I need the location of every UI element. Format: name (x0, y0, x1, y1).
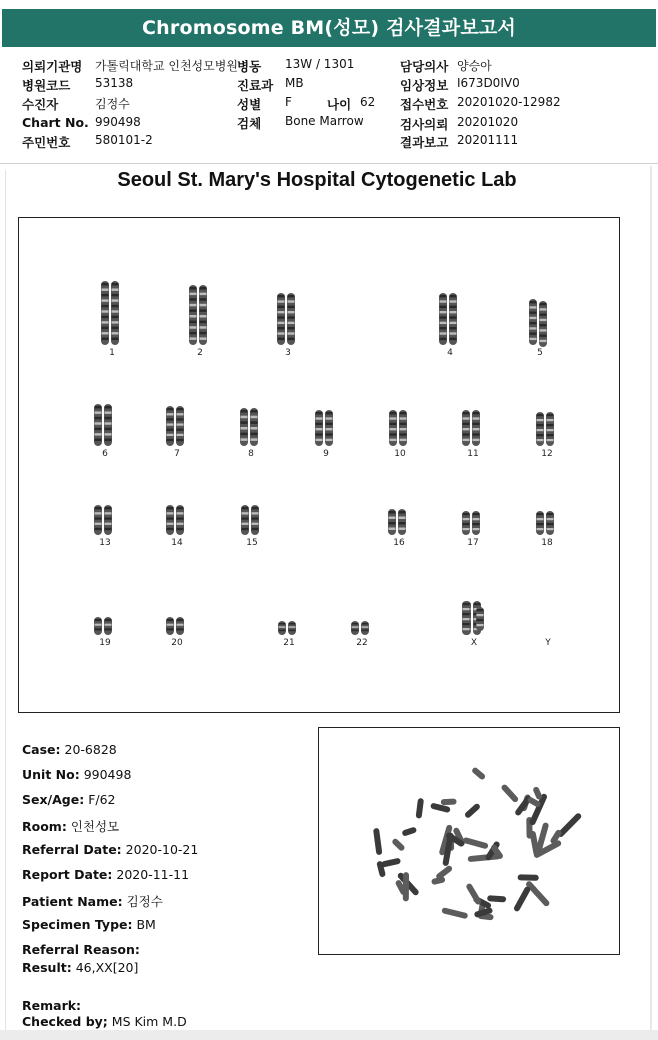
remark-label: Remark: (22, 998, 82, 1013)
case-info-line (22, 917, 156, 932)
chromosome-label: 14 (171, 538, 183, 548)
chromosome-label: 22 (356, 638, 368, 648)
case-value: BM (136, 917, 156, 932)
chromosome-pair-3 (277, 293, 295, 345)
hdr-label: 접수번호 (400, 97, 449, 112)
case-value: 2020-11-11 (116, 867, 190, 882)
metaphase-chromosome (471, 766, 486, 780)
hdr-value: 62 (360, 95, 376, 109)
hdr-label: 주민번호 (22, 135, 71, 150)
case-label: Specimen Type: (22, 917, 133, 932)
chromosome-label: 3 (285, 348, 291, 358)
checked-by-line (22, 1014, 187, 1029)
chromosome-label: 18 (541, 538, 553, 548)
chromosome-label: 5 (537, 348, 543, 358)
metaphase-chromosome (441, 799, 457, 806)
case-info-line (22, 817, 119, 835)
hdr-label: 진료과 (237, 78, 274, 93)
case-info-line (22, 742, 117, 757)
metaphase-chromosome (465, 883, 482, 906)
case-value: 20-6828 (64, 742, 117, 757)
header-divider (0, 163, 658, 164)
result-value: 46,XX[20] (75, 960, 139, 975)
chromosome-pair-13 (94, 505, 112, 535)
case-label: Referral Date: (22, 842, 122, 857)
hdr-value: 20201020-12982 (457, 95, 561, 109)
metaphase-chromosome (416, 798, 424, 819)
chromosome-pair-16 (388, 509, 406, 535)
chromosome-label: 2 (197, 348, 203, 358)
metaphase-chromosome (381, 858, 401, 868)
checked-by-value: MS Kim M.D (111, 1014, 187, 1029)
referral-reason-line (22, 942, 140, 957)
case-info-line (22, 792, 116, 807)
patient-header (0, 55, 658, 165)
metaphase-chromosome (464, 802, 481, 818)
page-right-border (650, 166, 652, 1030)
referral-reason-label: Referral Reason: (22, 942, 140, 957)
hdr-label: 결과보고 (400, 135, 449, 150)
chromosome-pair-21 (278, 621, 296, 635)
chromosome-pair-6 (94, 404, 112, 446)
chromosome-pair-7 (166, 406, 184, 446)
hdr-label: 수진자 (22, 97, 59, 112)
case-label: Patient Name: (22, 894, 123, 909)
chromosome-label: 12 (541, 449, 553, 459)
chromosome-label: 7 (174, 449, 180, 459)
case-value: F/62 (88, 792, 116, 807)
chromosome-label: X (470, 638, 478, 648)
hdr-label: 담당의사 (400, 59, 449, 74)
hdr-value: 990498 (95, 115, 141, 129)
hdr-value: 53138 (95, 76, 134, 90)
chromosome-label: Y (545, 638, 551, 648)
case-label: Sex/Age: (22, 792, 85, 807)
chromosome-pair-2 (189, 285, 207, 345)
case-info-line (22, 767, 131, 782)
lab-title: Seoul St. Mary's Hospital Cytogenetic Lab (117, 169, 517, 191)
karyogram (19, 218, 619, 712)
chromosome-label: 15 (246, 538, 258, 548)
hdr-label: 검사의뢰 (400, 117, 449, 132)
metaphase-chromosome (373, 828, 382, 855)
metaphase-spread-image (319, 728, 619, 954)
chromosome-label: 6 (102, 449, 108, 459)
chromosome-label: 21 (283, 638, 295, 648)
karyotype-panel (18, 217, 620, 713)
chromosome-label: 16 (393, 538, 405, 548)
hdr-label: 병원코드 (22, 78, 71, 93)
chromosome-label: 11 (467, 449, 479, 459)
result-line (22, 960, 138, 975)
chromosome-pair-5 (529, 299, 547, 347)
hdr-value: 20201020 (457, 115, 519, 129)
hdr-label: 의뢰기관명 (22, 59, 83, 74)
metaphase-chromosome (518, 874, 539, 881)
chromosome-label: 8 (248, 449, 254, 459)
hdr-value: 13W / 1301 (285, 57, 355, 71)
chromosome-label: 17 (467, 538, 479, 548)
case-label: Case: (22, 742, 61, 757)
report-title: Chromosome BM(성모) 검사결과보고서 (2, 9, 656, 47)
result-label: Result: (22, 960, 72, 975)
chromosome-pair-19 (94, 617, 112, 635)
hdr-label: 성별 (237, 97, 262, 112)
hdr-label: 나이 (327, 97, 352, 112)
metaphase-chromosome (487, 895, 506, 902)
case-label: Report Date: (22, 867, 113, 882)
chromosome-pair-9 (315, 410, 333, 446)
chromosome-label: 1 (109, 348, 115, 358)
hdr-value: Bone Marrow (285, 114, 364, 128)
hdr-label: Chart No. (22, 115, 89, 130)
hdr-value: 가톨릭대학교 인천성모병원 (95, 59, 238, 73)
chromosome-label: 20 (171, 638, 183, 648)
metaphase-panel (318, 727, 620, 955)
hdr-label: 병동 (237, 59, 262, 74)
chromosome-pair-15 (241, 505, 259, 535)
case-value: 인천성모 (70, 819, 120, 834)
remark-line (22, 998, 81, 1013)
hdr-label: 검체 (237, 116, 262, 131)
chromosome-pair-18 (536, 511, 554, 535)
metaphase-chromosome (532, 786, 543, 800)
case-label: Unit No: (22, 767, 80, 782)
metaphase-chromosome (462, 837, 488, 850)
hdr-value: 양승아 (457, 59, 492, 73)
chromosome-label: 4 (447, 348, 453, 358)
chromosome-label: 19 (99, 638, 111, 648)
chromosome-pair-12 (536, 412, 554, 446)
chromosome-pair-14 (166, 505, 184, 535)
chromosome-label: 10 (394, 449, 406, 459)
hdr-value: F (285, 95, 292, 109)
chromosome-pair-11 (462, 410, 480, 446)
hdr-value: 580101-2 (95, 133, 153, 147)
metaphase-chromosome (500, 783, 519, 803)
case-value: 990498 (83, 767, 132, 782)
chromosome-pair-10 (389, 410, 407, 446)
case-info-line (22, 892, 163, 910)
chromosome-pair-1 (101, 281, 119, 345)
hdr-label: 임상정보 (400, 78, 449, 93)
page-left-border (5, 170, 6, 1030)
hdr-value: 김정수 (95, 97, 130, 111)
case-info-line (22, 867, 189, 882)
case-value: 2020-10-21 (125, 842, 199, 857)
chromosome-pair-20 (166, 617, 184, 635)
metaphase-chromosome (525, 880, 551, 907)
case-label: Room: (22, 819, 67, 834)
chromosome-pair-8 (240, 408, 258, 446)
chromosome-label: 13 (99, 538, 111, 548)
case-value: 김정수 (126, 894, 163, 909)
hdr-value: 20201111 (457, 133, 519, 147)
metaphase-chromosome (513, 886, 531, 913)
metaphase-chromosome (391, 838, 406, 852)
page-bottom-border (0, 1030, 658, 1040)
chromosome-pair-4 (439, 293, 457, 345)
checked-by-label: Checked by; (22, 1014, 108, 1029)
chromosome-pair-22 (351, 621, 369, 635)
chromosome-pair-17 (462, 511, 480, 535)
metaphase-chromosome (441, 907, 468, 919)
hdr-value: I673D0IV0 (457, 76, 520, 90)
metaphase-chromosome (401, 826, 417, 836)
case-info-line (22, 842, 198, 857)
chromosome-pair-X (462, 601, 484, 635)
chromosome-label: 9 (323, 449, 329, 459)
hdr-value: MB (285, 76, 304, 90)
